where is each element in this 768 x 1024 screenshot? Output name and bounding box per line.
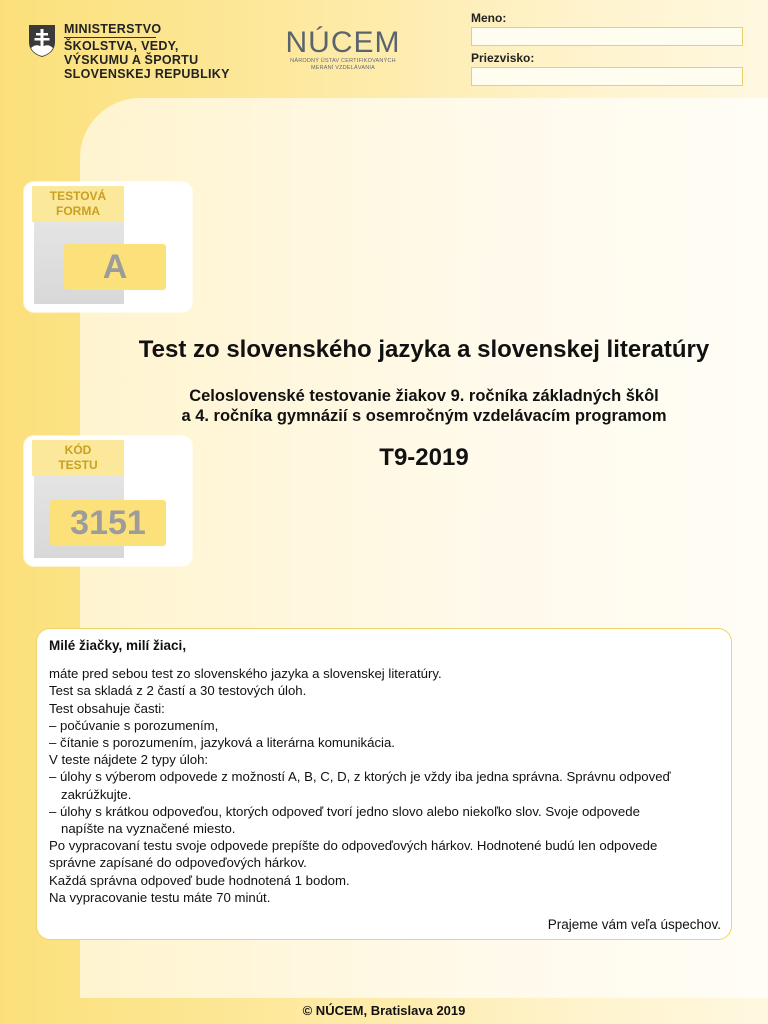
instruction-line: V teste nájdete 2 typy úloh: [49, 752, 209, 768]
instruction-line: – úlohy s krátkou odpoveďou, ktorých odpoveď tvorí jedno slovo alebo niekoľko slov. Svoje odpovede [49, 803, 640, 819]
surname-field[interactable] [471, 67, 743, 86]
test-form-value: A [64, 244, 166, 290]
test-code-label-2: TESTU [58, 458, 98, 472]
nucem-logo-text: NÚCEM [285, 26, 401, 59]
nucem-logo [284, 28, 402, 72]
instruction-line: Test obsahuje časti: [49, 700, 165, 716]
instruction-line: Po vypracovaní testu svoje odpovede prepíšte do odpoveďových hárkov. Hodnotené budú len odpovede [49, 838, 658, 854]
instructions-box [36, 628, 732, 940]
subtitle-line-2: a 4. ročníka gymnázií s osemročným vzdelávacím programom [181, 407, 667, 425]
subtitle-line-1: Celoslovenské testovanie žiakov 9. ročníka základných škôl [189, 387, 659, 405]
ministry-divider [64, 37, 156, 38]
copyright-footer: © NÚCEM, Bratislava 2019 [302, 1003, 466, 1018]
instruction-line: – úlohy s výberom odpovede z možností A, B, C, D, z ktorých je vždy iba jedna správna. Správnu odpoveď [49, 769, 671, 785]
instruction-line: správne zapísané do odpoveďových hárkov. [49, 855, 307, 871]
name-label: Meno: [471, 11, 507, 25]
instruction-line: Na vypracovanie testu máte 70 minút. [49, 889, 271, 905]
test-form-tab [24, 182, 192, 312]
ministry-line-1: MINISTERSTVO [64, 22, 162, 36]
test-form-label-1: TESTOVÁ [49, 189, 107, 203]
surname-label: Priezvisko: [471, 51, 535, 65]
test-code-title: T9-2019 [379, 444, 469, 471]
test-form-label-2: FORMA [56, 204, 100, 218]
ministry-logo [28, 22, 230, 81]
instruction-line: zakrúžkujte. [61, 786, 132, 802]
instruction-line: máte pred sebou test zo slovenského jazyka a slovenskej literatúry. [49, 666, 442, 682]
page-title: Test zo slovenského jazyka a slovenskej literatúry [138, 336, 710, 363]
instruction-line: Každá správna odpoveď bude hodnotená 1 bodom. [49, 872, 350, 888]
instruction-line: Test sa skladá z 2 častí a 30 testových úloh. [49, 683, 307, 699]
test-code-label-1: KÓD [64, 443, 92, 457]
name-field[interactable] [471, 27, 743, 46]
ministry-line-3: VÝSKUMU A ŠPORTU [64, 53, 199, 67]
slovak-crest-icon [28, 24, 56, 58]
instructions-greeting: Milé žiačky, milí žiaci, [49, 638, 187, 653]
instruction-line: – čítanie s porozumením, jazyková a literárna komunikácia. [49, 735, 395, 751]
surname-field-group [471, 51, 743, 86]
instruction-line: napíšte na vyznačené miesto. [61, 821, 236, 837]
instructions-wish: Prajeme vám veľa úspechov. [547, 916, 721, 932]
ministry-line-4: SLOVENSKEJ REPUBLIKY [64, 67, 230, 81]
test-code-value: 3151 [50, 500, 166, 546]
nucem-sub-line-2: MERANÍ VZDELÁVANIA [310, 65, 375, 71]
nucem-sub-line-1: NÁRODNÝ ÚSTAV CERTIFIKOVANÝCH [290, 58, 396, 64]
ministry-line-2: ŠKOLSTVA, VEDY, [64, 39, 179, 53]
test-form-heading [32, 186, 124, 222]
page-subtitle [80, 386, 768, 426]
name-field-group [471, 11, 743, 46]
instruction-line: – počúvanie s porozumením, [49, 717, 219, 733]
